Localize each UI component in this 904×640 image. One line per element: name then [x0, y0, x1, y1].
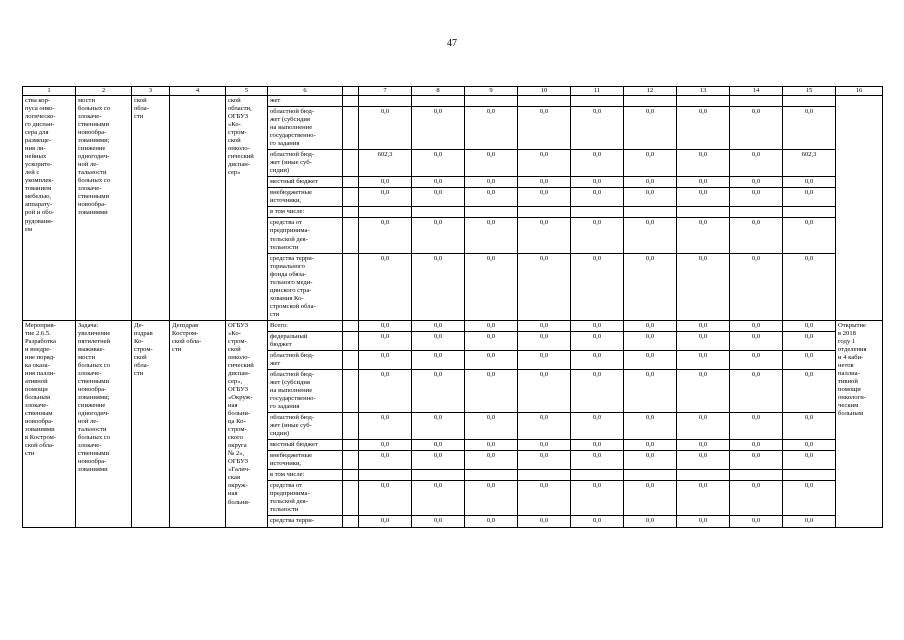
value-cell: 0,0	[677, 150, 730, 177]
blank-cell	[343, 413, 359, 440]
blank-cell	[343, 107, 359, 150]
value-cell: 0,0	[571, 440, 624, 451]
value-cell: 0,0	[412, 350, 465, 369]
value-cell	[783, 470, 836, 481]
cell-text: областной бюд- жет	[270, 351, 315, 367]
value-cell: 0,0	[518, 331, 571, 350]
value-cell: 0,0	[465, 150, 518, 177]
funding-source-label	[268, 107, 343, 150]
value-cell: 0,0	[624, 440, 677, 451]
value-cell: 0,0	[465, 369, 518, 412]
value-cell: 0,0	[624, 188, 677, 207]
header-cell: 3	[132, 87, 170, 96]
header-cell	[343, 87, 359, 96]
value-cell: 0,0	[624, 150, 677, 177]
value-cell: 0,0	[730, 413, 783, 440]
value-cell: 0,0	[571, 150, 624, 177]
funding-source-label	[268, 350, 343, 369]
blank-cell	[343, 188, 359, 207]
page-number: 47	[447, 38, 457, 49]
value-cell: 0,0	[359, 451, 412, 470]
value-cell	[359, 96, 412, 107]
value-cell: 0,0	[518, 350, 571, 369]
header-cell: 1	[23, 87, 76, 96]
value-cell	[465, 470, 518, 481]
value-cell	[571, 207, 624, 218]
value-cell: 0,0	[518, 188, 571, 207]
value-cell: 0,0	[677, 253, 730, 320]
blank-cell	[343, 218, 359, 253]
cell-text: местный бюджет	[270, 441, 318, 449]
value-cell: 0,0	[465, 413, 518, 440]
table-row	[23, 96, 883, 107]
value-cell: 0,0	[677, 188, 730, 207]
cell-text: Открытие в 2018 году 1 отделения и 4 каби- нетов паллиа- тивной помощи онкологи- ческим больным	[838, 321, 867, 418]
value-cell: 0,0	[677, 451, 730, 470]
value-cell: 0,0	[465, 218, 518, 253]
value-cell: 0,0	[571, 350, 624, 369]
value-cell: 0,0	[571, 331, 624, 350]
value-cell: 0,0	[624, 331, 677, 350]
value-cell: 0,0	[465, 440, 518, 451]
value-cell: 0,0	[518, 177, 571, 188]
value-cell: 0,0	[465, 350, 518, 369]
header-cell: 11	[571, 87, 624, 96]
blank-cell	[343, 481, 359, 516]
value-cell: 0,0	[730, 451, 783, 470]
value-cell: 0,0	[571, 188, 624, 207]
value-cell: 0,0	[783, 516, 836, 527]
value-cell: 0,0	[359, 516, 412, 527]
cell-text: федеральный бюджет	[270, 332, 308, 348]
value-cell: 0,0	[730, 481, 783, 516]
table-row	[23, 320, 883, 331]
value-cell: 0,0	[677, 413, 730, 440]
value-cell	[783, 96, 836, 107]
value-cell: 0,0	[624, 253, 677, 320]
value-cell: 0,0	[518, 451, 571, 470]
blank-cell	[343, 207, 359, 218]
cell-text: Всего:	[270, 321, 289, 329]
cell-text: Мероприя- тие 2.6.5. Разработка и внедре- ние поряд- ка оказа- ния палли- ативной помощи больным злокаче- ственным новообра- зованиями в Костром- ской обла- сти	[25, 321, 57, 458]
value-cell: 0,0	[783, 481, 836, 516]
funding-source-label	[268, 177, 343, 188]
value-cell: 0,0	[518, 107, 571, 150]
value-cell: 0,0	[730, 440, 783, 451]
value-cell: 0,0	[571, 369, 624, 412]
value-cell	[518, 96, 571, 107]
value-cell: 0,0	[783, 253, 836, 320]
value-cell	[624, 207, 677, 218]
value-cell: 0,0	[412, 331, 465, 350]
blank-cell	[343, 470, 359, 481]
value-cell: 0,0	[783, 369, 836, 412]
header-cell: 14	[730, 87, 783, 96]
cell-text: ской обла- сти	[134, 97, 149, 121]
value-cell: 0,0	[783, 350, 836, 369]
block1-col2	[76, 96, 132, 321]
value-cell: 0,0	[624, 107, 677, 150]
value-cell: 0,0	[677, 320, 730, 331]
funding-source-label	[268, 320, 343, 331]
blank-cell	[343, 331, 359, 350]
funding-source-label	[268, 207, 343, 218]
value-cell	[730, 470, 783, 481]
header-cell: 13	[677, 87, 730, 96]
value-cell: 0,0	[412, 451, 465, 470]
block2-col2	[76, 320, 132, 527]
value-cell: 0,0	[571, 516, 624, 527]
value-cell	[359, 470, 412, 481]
value-cell: 0,0	[677, 481, 730, 516]
cell-text: в том числе:	[270, 471, 305, 479]
cell-text: жет	[270, 97, 281, 105]
cell-text: ОГБУЗ «Ко- стром- ской онколо- гический диспан- сер», ОГБУЗ «Окруж- ная больни- ца Ко- стром- ского округа № 2», ОГБУЗ «Галич- ская окруж- ная больни-	[228, 321, 254, 506]
value-cell: 0,0	[730, 177, 783, 188]
value-cell: 0,0	[783, 451, 836, 470]
blank-cell	[343, 350, 359, 369]
cell-text: средства терри- ториального фонда обяза- тельного меди- цинского стра- хования Ко- стромской обла- сти	[270, 254, 316, 318]
value-cell: 0,0	[518, 516, 571, 527]
value-cell: 0,0	[730, 369, 783, 412]
value-cell: 0,0	[730, 107, 783, 150]
value-cell	[624, 470, 677, 481]
block1-col1	[23, 96, 76, 321]
blank-cell	[343, 96, 359, 107]
blank-cell	[343, 177, 359, 188]
value-cell: 0,0	[359, 107, 412, 150]
value-cell: 0,0	[677, 369, 730, 412]
cell-text: Депздрав Костром- ской обла- сти	[172, 321, 202, 353]
value-cell: 0,0	[359, 218, 412, 253]
value-cell: 0,0	[624, 516, 677, 527]
value-cell	[677, 207, 730, 218]
value-cell: 0,0	[412, 440, 465, 451]
value-cell: 0,0	[677, 177, 730, 188]
value-cell: 0,0	[412, 320, 465, 331]
funding-source-label	[268, 96, 343, 107]
blank-cell	[343, 516, 359, 527]
value-cell: 0,0	[624, 369, 677, 412]
value-cell	[783, 207, 836, 218]
value-cell: 0,0	[624, 481, 677, 516]
funding-source-label	[268, 331, 343, 350]
value-cell	[518, 470, 571, 481]
value-cell: 0,0	[624, 413, 677, 440]
value-cell: 0,0	[730, 150, 783, 177]
value-cell: 0,0	[465, 481, 518, 516]
value-cell: 0,0	[677, 218, 730, 253]
value-cell: 0,0	[359, 350, 412, 369]
funding-source-label	[268, 451, 343, 470]
value-cell: 0,0	[359, 320, 412, 331]
value-cell: 0,0	[571, 413, 624, 440]
value-cell: 0,0	[359, 440, 412, 451]
cell-text: средства от предпринима- тельской дея- тельности	[270, 219, 310, 251]
cell-text: местный бюджет	[270, 178, 318, 186]
value-cell: 0,0	[518, 320, 571, 331]
value-cell: 0,0	[465, 188, 518, 207]
cell-text: мости больных со злокаче- ственными новообра- зованиями; снижение одногодич- ной ле- тальности больных со злокаче- ственными новообра- зованиями	[78, 97, 110, 217]
header-cell: 9	[465, 87, 518, 96]
value-cell: 0,0	[571, 177, 624, 188]
value-cell: 0,0	[571, 218, 624, 253]
value-cell: 0,0	[677, 107, 730, 150]
value-cell: 0,0	[412, 107, 465, 150]
value-cell	[571, 470, 624, 481]
value-cell: 0,0	[730, 253, 783, 320]
value-cell: 0,0	[359, 413, 412, 440]
value-cell: 0,0	[730, 350, 783, 369]
value-cell: 0,0	[783, 218, 836, 253]
value-cell: 0,0	[783, 107, 836, 150]
funding-source-label	[268, 188, 343, 207]
value-cell: 0,0	[783, 440, 836, 451]
value-cell: 0,0	[412, 150, 465, 177]
cell-text: областной бюд- жет (иные суб- сидии)	[270, 151, 315, 175]
block1-col4	[170, 96, 226, 321]
value-cell	[730, 207, 783, 218]
cell-text: областной бюд- жет (иные суб- сидии)	[270, 414, 315, 438]
value-cell: 0,0	[624, 451, 677, 470]
value-cell: 0,0	[783, 188, 836, 207]
value-cell: 0,0	[677, 350, 730, 369]
value-cell: 0,0	[518, 413, 571, 440]
value-cell: 0,0	[412, 218, 465, 253]
value-cell: 0,0	[624, 177, 677, 188]
header-cell: 7	[359, 87, 412, 96]
value-cell: 0,0	[412, 188, 465, 207]
funding-source-label	[268, 253, 343, 320]
value-cell: 0,0	[783, 177, 836, 188]
block2-col1	[23, 320, 76, 527]
value-cell: 0,0	[571, 253, 624, 320]
blank-cell	[343, 369, 359, 412]
cell-text: средства от предпринима- тельской дея- тельности	[270, 482, 310, 514]
value-cell: 0,0	[783, 331, 836, 350]
funding-source-label	[268, 150, 343, 177]
header-cell: 15	[783, 87, 836, 96]
value-cell: 0,0	[412, 413, 465, 440]
cell-text: Де- пздрав Ко- стром- ской обла- сти	[134, 321, 153, 377]
funding-source-label	[268, 481, 343, 516]
cell-text: областной бюд- жет (субсидия на выполнение государственно- го задания	[270, 108, 316, 148]
value-cell: 0,0	[624, 350, 677, 369]
funding-source-label	[268, 369, 343, 412]
value-cell: 0,0	[677, 440, 730, 451]
header-cell: 16	[836, 87, 883, 96]
cell-text: ства кор- пуса онко- логическо- го диспан- сера для размеще- ния ли- нейных ускорите- лей с укомплек- тованием мебелью, аппарату- рой и обо- рудовани- ем	[25, 97, 56, 233]
funding-source-label	[268, 470, 343, 481]
cell-text: средства терри-	[270, 517, 314, 525]
cell-text: ской области, ОГБУЗ «Ко- стром- ской онколо- гический диспан- сер»	[228, 97, 254, 177]
header-cell: 6	[268, 87, 343, 96]
block1-col3	[132, 96, 170, 321]
block1-col5	[226, 96, 268, 321]
value-cell: 0,0	[412, 516, 465, 527]
value-cell: 602,3	[783, 150, 836, 177]
value-cell	[730, 96, 783, 107]
header-cell: 5	[226, 87, 268, 96]
cell-text: в том числе:	[270, 208, 305, 216]
blank-cell	[343, 440, 359, 451]
block2-col4	[170, 320, 226, 527]
blank-cell	[343, 150, 359, 177]
value-cell: 0,0	[518, 253, 571, 320]
value-cell: 0,0	[465, 451, 518, 470]
funding-source-label	[268, 440, 343, 451]
header-cell: 4	[170, 87, 226, 96]
value-cell	[412, 96, 465, 107]
value-cell: 0,0	[359, 369, 412, 412]
value-cell: 602,3	[359, 150, 412, 177]
value-cell: 0,0	[783, 413, 836, 440]
value-cell: 0,0	[677, 331, 730, 350]
value-cell: 0,0	[465, 516, 518, 527]
cell-text: областной бюд- жет (субсидия на выполнение государственно- го задания	[270, 370, 316, 411]
value-cell: 0,0	[624, 320, 677, 331]
value-cell	[359, 207, 412, 218]
value-cell: 0,0	[412, 253, 465, 320]
value-cell: 0,0	[730, 218, 783, 253]
value-cell: 0,0	[677, 516, 730, 527]
value-cell	[677, 470, 730, 481]
value-cell	[624, 96, 677, 107]
value-cell: 0,0	[571, 320, 624, 331]
value-cell: 0,0	[359, 253, 412, 320]
value-cell: 0,0	[571, 107, 624, 150]
value-cell: 0,0	[465, 107, 518, 150]
header-cell: 8	[412, 87, 465, 96]
value-cell: 0,0	[412, 369, 465, 412]
header-cell: 12	[624, 87, 677, 96]
value-cell: 0,0	[359, 188, 412, 207]
header-cell: 10	[518, 87, 571, 96]
value-cell: 0,0	[359, 481, 412, 516]
value-cell	[412, 470, 465, 481]
value-cell: 0,0	[518, 440, 571, 451]
value-cell	[518, 207, 571, 218]
block2-col16	[836, 320, 883, 527]
budget-table	[22, 86, 883, 528]
cell-text: внебюджетные источники,	[270, 452, 313, 468]
funding-source-label	[268, 218, 343, 253]
value-cell: 0,0	[571, 451, 624, 470]
value-cell: 0,0	[359, 331, 412, 350]
value-cell: 0,0	[465, 253, 518, 320]
block1-col16	[836, 96, 883, 321]
value-cell: 0,0	[518, 369, 571, 412]
value-cell: 0,0	[465, 320, 518, 331]
blank-cell	[343, 451, 359, 470]
value-cell	[465, 96, 518, 107]
value-cell: 0,0	[412, 481, 465, 516]
block2-col5	[226, 320, 268, 527]
blank-cell	[343, 253, 359, 320]
header-cell: 2	[76, 87, 132, 96]
value-cell: 0,0	[571, 481, 624, 516]
value-cell: 0,0	[730, 516, 783, 527]
value-cell	[412, 207, 465, 218]
value-cell	[465, 207, 518, 218]
block2-col3	[132, 320, 170, 527]
value-cell: 0,0	[730, 188, 783, 207]
value-cell: 0,0	[518, 150, 571, 177]
value-cell: 0,0	[624, 218, 677, 253]
value-cell: 0,0	[412, 177, 465, 188]
cell-text: Задача: увеличение пятилетней выживае- мости больных со злокаче- ственными новообра- зованиями; снижение одногодич- ной ле- тальности больных со злокаче- ственными новообра- зованиями	[78, 321, 111, 474]
value-cell: 0,0	[518, 218, 571, 253]
value-cell: 0,0	[465, 331, 518, 350]
value-cell	[571, 96, 624, 107]
blank-cell	[343, 320, 359, 331]
funding-source-label	[268, 413, 343, 440]
value-cell: 0,0	[730, 320, 783, 331]
funding-source-label	[268, 516, 343, 527]
cell-text: внебюджетные источники,	[270, 189, 313, 205]
value-cell: 0,0	[359, 177, 412, 188]
value-cell: 0,0	[783, 320, 836, 331]
value-cell	[677, 96, 730, 107]
value-cell: 0,0	[518, 481, 571, 516]
value-cell: 0,0	[465, 177, 518, 188]
value-cell: 0,0	[730, 331, 783, 350]
